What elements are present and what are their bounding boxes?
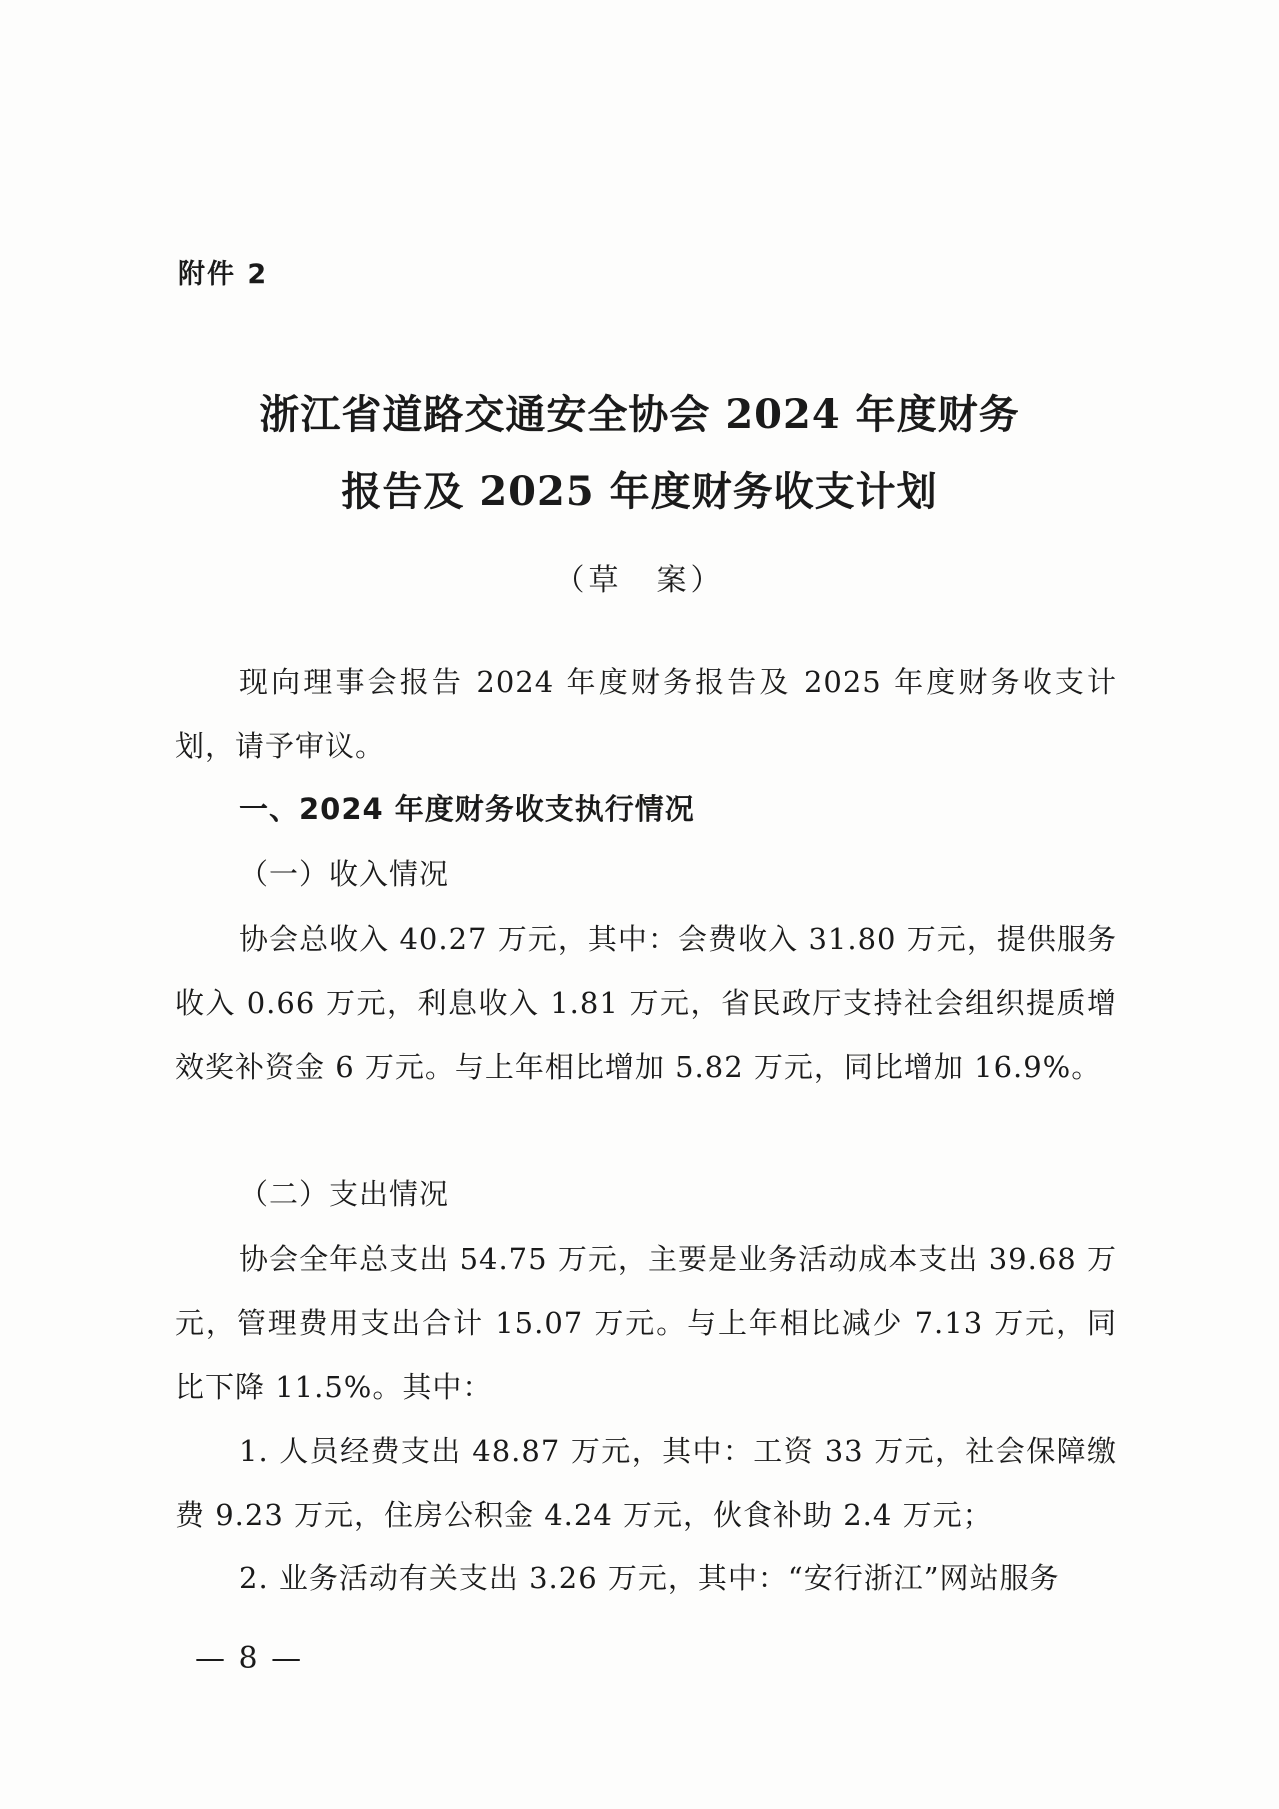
expense-item-2: 2. 业务活动有关支出 3.26 万元，其中：“安行浙江”网站服务 bbox=[239, 1561, 1060, 1595]
expense-block bbox=[175, 1227, 1117, 1419]
income-block bbox=[175, 907, 1117, 1099]
expense-heading-block bbox=[175, 1162, 1117, 1226]
attachment-label: 附件 2 bbox=[178, 259, 269, 290]
page-number: — 8 — bbox=[195, 1641, 304, 1676]
expense-paragraph: 协会全年总支出 54.75 万元，主要是业务活动成本支出 39.68 万元，管理费用支出合计 15.07 万元。与上年相比减少 7.13 万元，同比下降 11.5%。其中： bbox=[175, 1242, 1117, 1404]
expense-item-1: 1. 人员经费支出 48.87 万元，其中：工资 33 万元，社会保障缴费 9.23 万元，住房公积金 4.24 万元，伙食补助 2.4 万元； bbox=[175, 1434, 1117, 1532]
intro-block bbox=[175, 650, 1117, 778]
expense-item2-block bbox=[175, 1546, 1117, 1610]
expense-item1-block bbox=[175, 1419, 1117, 1547]
expense-heading: （二）支出情况 bbox=[239, 1177, 450, 1211]
document-title-line2: 报告及 2025 年度财务收支计划 bbox=[341, 468, 938, 515]
income-heading: （一）收入情况 bbox=[239, 857, 450, 891]
income-heading-block bbox=[175, 842, 1117, 906]
draft-label: （草 案） bbox=[554, 563, 725, 598]
document-title-line1: 浙江省道路交通安全协会 2024 年度财务 bbox=[259, 391, 1020, 438]
income-paragraph: 协会总收入 40.27 万元，其中：会费收入 31.80 万元，提供服务收入 0.66 万元，利息收入 1.81 万元，省民政厅支持社会组织提质增效奖补资金 6 万元。与上年相比增加 5.82 万元，同比增加 16.9%。 bbox=[175, 922, 1117, 1084]
section1-heading-block bbox=[175, 777, 1117, 841]
section1-heading: 一、2024 年度财务收支执行情况 bbox=[239, 792, 695, 826]
intro-paragraph: 现向理事会报告 2024 年度财务报告及 2025 年度财务收支计划，请予审议。 bbox=[175, 665, 1117, 763]
